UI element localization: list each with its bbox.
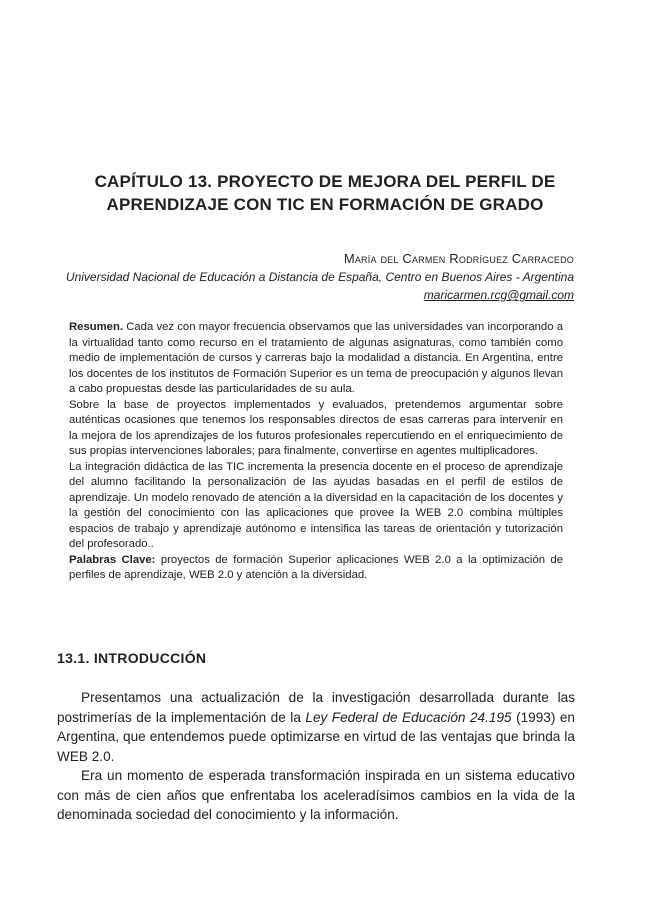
section-heading: 13.1. INTRODUCCIÓN (57, 650, 207, 666)
section-body (57, 688, 575, 825)
author-affiliation: Universidad Nacional de Educación a Distancia de España, Centro en Buenos Aires - Argentina (65, 270, 574, 284)
author-email-link[interactable]: maricarmen.rcg@gmail.com (423, 288, 574, 302)
keywords-paragraph (69, 553, 563, 584)
body-paragraph-1-end: (1993) en Argentina, que entendemos puede optimizarse en virtud de las ventajas que brinda la WEB 2.0. (57, 709, 575, 764)
keywords-label: Palabras Clave: (69, 553, 156, 566)
chapter-title-line-1: CAPÍTULO 13. PROYECTO DE MEJORA DEL PERFIL DE (94, 172, 556, 191)
body-paragraph-1 (57, 688, 575, 766)
body-paragraph-2: Era un momento de esperada transformación inspirada en un sistema educativo con más de cien años que enfrentaba los aceleradísimos cambios en la vida de la denominada sociedad del conocimiento y la información. (57, 768, 575, 822)
abstract-paragraph-1 (69, 320, 563, 398)
abstract-paragraph-2: Sobre la base de proyectos implementados y evaluados, pretendemos argumentar sobre auténticas ocasiones que tenemos los responsables directos de esas carreras para intervenir en la mejora de los aprendizajes de los futuros profesionales repercutiendo en el enriquecimiento de sus propias intervenciones laborales; para finalmente, convertirse en agentes multiplicadores. (69, 398, 563, 457)
keywords-text: proyectos de formación Superior aplicaciones WEB 2.0 a la optimización de perfiles de aprendizaje, WEB 2.0 y atención a la diversidad. (69, 553, 563, 581)
body-paragraph-1-start: Presentamos una actualización de la investigación desarrollada durante las postrimerías de la implementación de la (57, 690, 575, 725)
chapter-title (60, 170, 590, 216)
author-name: María del Carmen Rodríguez Carracedo (343, 251, 574, 266)
law-reference: Ley Federal de Educación 24.195 (305, 709, 512, 725)
abstract-text-1: Cada vez con mayor frecuencia observamos que las universidades van incorporando a la virtualidad tanto como recurso en el tratamiento de algunas asignaturas, como también como medio de implementación de cursos y carreras bajo la modalidad a distancia. En Argentina, entre los docentes de los institutos de Formación Superior es un tema de preocupación y algunos llevan a cabo propuestas desde las particularidades de su aula. (69, 321, 563, 395)
chapter-title-line-2: APRENDIZAJE CON TIC EN FORMACIÓN DE GRADO (106, 195, 544, 214)
abstract-block (69, 320, 563, 584)
abstract-paragraph-3: La integración didáctica de las TIC incrementa la presencia docente en el proceso de aprendizaje del alumno facilitando la personalización de las ayudas basadas en el perfil de estilos de aprendizaje. Un modelo renovado de atención a la diversidad en la capacitación de los docentes y la gestión del conocimiento con las aplicaciones que provee la WEB 2.0 combina múltiples espacios de trabajo y aprendizaje autónomo e intensifica las tareas de orientación y tutorización del profesorado.. (69, 460, 563, 550)
abstract-label: Resumen. (69, 321, 123, 333)
